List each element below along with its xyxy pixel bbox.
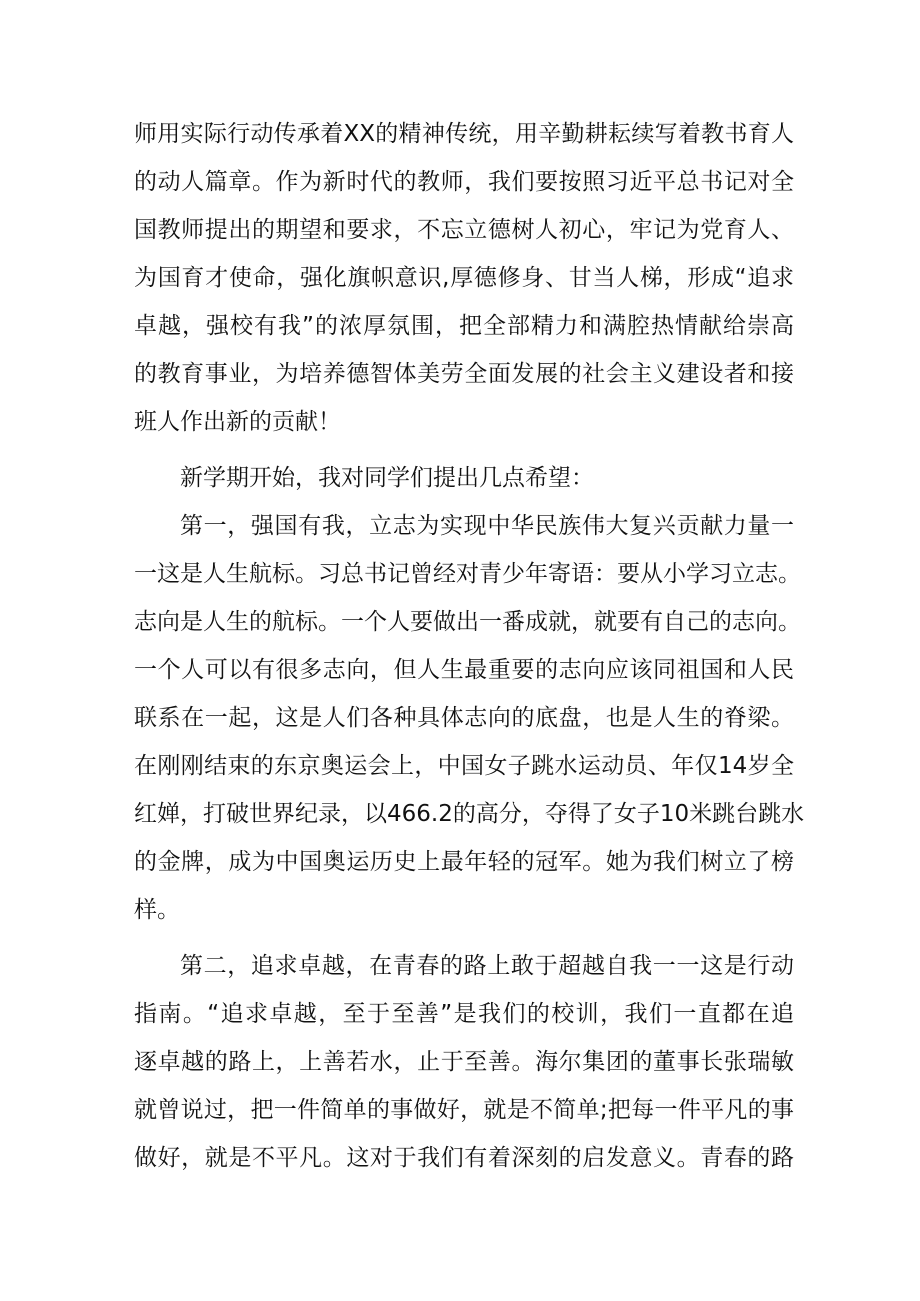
text-line: 指南。“追求卓越，至于至善”是我们的校训，我们一直都在追	[134, 1001, 794, 1027]
paragraph-first-line: 新学期开始，我对同学们提出几点希望：	[180, 465, 594, 491]
text-line: 的金牌，成为中国奥运历史上最年轻的冠军。她为我们树立了榜	[134, 849, 794, 875]
document-body	[134, 110, 805, 1182]
text-line: 联系在一起，这是人们各种具体志向的底盘，也是人生的脊梁。	[134, 705, 794, 731]
text-line: 做好，就是不平凡。这对于我们有着深刻的启发意义。青春的路	[134, 1145, 794, 1171]
text-line: 的教育事业，为培养德智体美劳全面发展的社会主义建设者和接	[134, 361, 794, 387]
text-line: 为国育才使命，强化旗帜意识,厚德修身、甘当人梯，形成“追求	[134, 265, 794, 291]
text-line: 师用实际行动传承着XX的精神传统，用辛勤耕耘续写着教书育人	[134, 121, 794, 147]
text-line: 红婵，打破世界纪录，以466.2的高分，夺得了女子10米跳台跳水	[134, 801, 805, 827]
text-line: 卓越，强校有我”的浓厚氛围，把全部精力和满腔热情献给崇高	[134, 313, 794, 339]
text-line: 一个人可以有很多志向，但人生最重要的志向应该同祖国和人民	[134, 657, 794, 683]
text-line: 班人作出新的贡献！	[134, 409, 341, 435]
text-line: 国教师提出的期望和要求，不忘立德树人初心，牢记为党育人、	[134, 217, 794, 243]
text-line: 逐卓越的路上，上善若水，止于至善。海尔集团的董事长张瑞敏	[134, 1049, 794, 1075]
text-line: 就曾说过，把一件简单的事做好，就是不简单;把每一件平凡的事	[134, 1097, 794, 1123]
text-line: 一这是人生航标。习总书记曾经对青少年寄语：要从小学习立志。	[134, 561, 801, 587]
text-line: 样。	[134, 897, 180, 923]
text-line: 在刚刚结束的东京奥运会上，中国女子跳水运动员、年仅14岁全	[134, 753, 794, 779]
paragraph-first-line: 第一，强国有我，立志为实现中华民族伟大复兴贡献力量一	[180, 513, 794, 539]
text-line: 志向是人生的航标。一个人要做出一番成就，就要有自己的志向。	[134, 609, 801, 635]
paragraph-first-line: 第二，追求卓越，在青春的路上敢于超越自我一一这是行动	[180, 953, 794, 979]
text-line: 的动人篇章。作为新时代的教师，我们要按照习近平总书记对全	[134, 169, 794, 195]
